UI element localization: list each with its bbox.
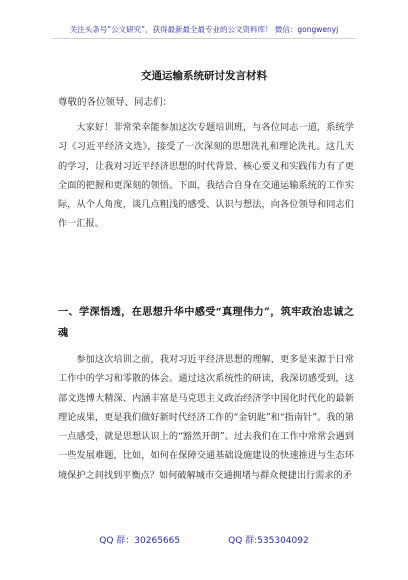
paragraph-section-1: 参加这次培训之前，我对习近平经济思想的理解，更多是来源于日常工作中的学习和零散的体会。通过这次系统性的研读，我深切感受到，这部文选博大精深、内涵丰富是马克思主义政治经济学中国化时代化的最新理论成果，更是我们做好新时代经济工作的“金钥匙”和“指南针”。我的第一点感受，就是思想认识上的“豁然开朗”。过去我们在工作中常常会遇到一些发展难题，比如，如何在保障交通基础设施建设的快速推进与生态环境保护之间找到平衡点？如何破解城市交通拥堵与群众便捷出行需求的矛 (58, 354, 354, 481)
footer-qq-group-2: QQ 群:535304092 (228, 536, 309, 546)
header-divider (52, 38, 356, 39)
paragraph-intro: 大家好！非常荣幸能参加这次专题培训班，与各位同志一道，系统学习《习近平经济文选》，接受了一次深刻的思想洗礼和理论洗礼。这几天的学习，让我对习近平经济思想的时代背景、核心要义和实践伟力有了更全面的把握和更深刻的领悟。下面，我结合自身在交通运输系统的工作实际，从个人角度，谈几点粗浅的感受、认识与想法，向各位领导和同志们作一汇报。 (58, 122, 354, 230)
header-banner: 关注头条号“公文研究”，获得最新最全最专业的公文资料库！ 微信：gongwenyj (69, 25, 339, 34)
footer (0, 533, 408, 546)
section-heading-1: 一、学深悟透，在思想升华中感受“真理伟力”，筑牢政治忠诚之魂 (58, 306, 354, 339)
footer-qq-group-1: QQ 群：30265665 (99, 536, 181, 546)
salutation: 尊敬的各位领导、同志们： (58, 97, 173, 108)
document-title: 交通运输系统研讨发言材料 (141, 70, 267, 82)
